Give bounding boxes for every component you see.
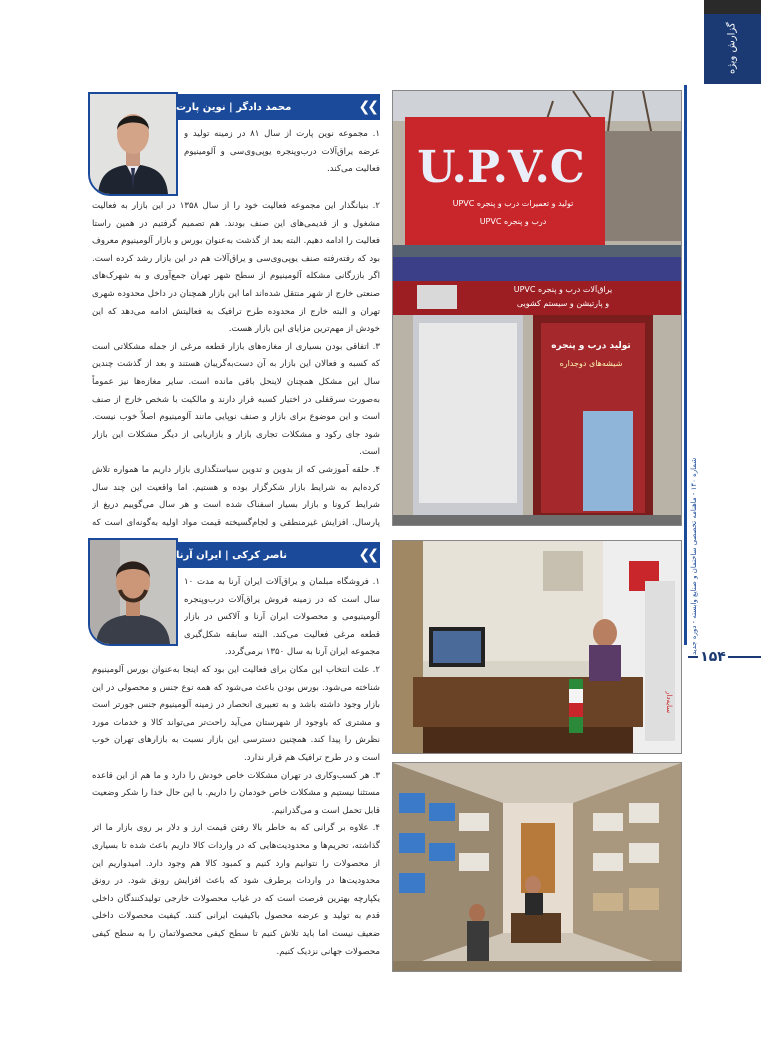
warehouse-image (393, 763, 681, 971)
portrait-2 (88, 538, 178, 646)
article2-paragraph-3: ۳. هر کسب‌وکاری در تهران مشکلات خاص خودش را دارد و ما هم از این قاعده مستثنا نیستیم و مشکلات خاص خودمان را داریم. با این حال خدا را شکر وضعیت قابل تحمل است و می‌گذرانیم. (92, 770, 380, 816)
article1-paragraph-4: ۴. حلقه آموزشی که از بدوین و تدوین سیاستگذاری بازار داریم ما همواره تلاش کرده‌ایم به شرایط بازار شکرگزار بوده و هستیم. اما واقعیت این چند سال شرایط کرونا و بازار بسیار اسفناک شده است و هر سال می‌گوییم دریغ از پارسال. افزایش غیرمنطقی و لجام‌گسیخته قیمت مواد اولیه به‌گونه‌ای است که (92, 464, 380, 528)
vertical-rule (684, 85, 687, 645)
sign-lower-text: درب و پنجره UPVC (479, 217, 547, 226)
portrait-1 (88, 92, 178, 196)
article2-header: ناصر کرکی | ایران آرنا (176, 549, 288, 561)
article1-intro (184, 126, 380, 198)
article1-body (92, 198, 380, 528)
door-text: تولید درب و پنجره (551, 341, 631, 351)
page-number-text: ۱۵۴ (700, 649, 726, 665)
article2-body (92, 662, 380, 966)
portrait-2-image (90, 540, 176, 644)
awning-text: یراق‌آلات درب و پنجره UPVC (513, 285, 613, 294)
warehouse-photo (392, 762, 682, 972)
awning-text-2: و پارتیشن و سیستم کشویی (516, 299, 610, 308)
article2-intro (184, 574, 380, 662)
article1-header-bar (176, 94, 380, 120)
article2-paragraph-1: ۱. فروشگاه مبلمان و یراق‌آلات ایران آرنا به مدت ۱۰ سال است که در زمینه فروش یراق‌آلات درب‌وپنجره آلومینیومی و محصولات ایران آرنا و آلاکس در بازار قطعه مرغی فعالیت می‌کند. البته سابقه شکل‌گیری مجموعه ایران آرنا به سال ۱۳۵۰ برمی‌گردد. (184, 577, 380, 658)
page-number (688, 646, 738, 668)
portrait-1-image (90, 94, 176, 194)
chevron-double-icon-2: ❯❯ (358, 547, 376, 563)
article2-paragraph-2: ۲. علت انتخاب این مکان برای فعالیت این بود که اینجا به‌عنوان بورس آلومینیوم شناخته می‌شود. بورس بودن باعث می‌شود که همه نوع جنس و محصولی در این بازار وجود داشته باشد و به تعبیری انحصار در زمینه آلومینیوم جنس جورتر است و مشتری که باوجود از شهرستان می‌آید راحت‌تر می‌تواند کالا و خدمات مورد نظرش را پیدا کند. همچنین دسترسی این بازار نسبت به بازارهای تهران خوب است و در طرح ترافیک هم قرار ندارد. (92, 665, 380, 763)
door-text-2: شیشه‌های دوجداره (559, 359, 623, 368)
side-caption: شماره ۱۴۰ - ماهنامه تخصصی ساختمان و صنایع وابسته - دوره جدید (690, 457, 698, 655)
chevron-double-icon: ❯❯ (358, 99, 376, 115)
section-tab (704, 0, 761, 84)
article1-header: محمد دادگر | نوین پارت (176, 101, 292, 113)
sign-sub-text: تولید و تعمیرات درب و پنجره UPVC (452, 199, 574, 208)
article1-paragraph-3: ۳. اتفاقی بودن بسیاری از مغازه‌های بازار قطعه مرغی از جمله مشکلاتی است که کسبه و فعالان این بازار به آن دست‌به‌گریبان هستند و بعد از گذشت چندین سال این مشکل همچنان لاینحل باقی مانده است. سایر مغازه‌ها نیز عموماً به‌صورت سرقفلی در اختیار کسبه قرار دارند و مالکیت با شخص خارج از صنف است و این موضوع برای بازار و صنف نوپایی مانند آلومینیوم اصلاً خوب نیست. شود جای رکود و مشکلات تجاری بازار و بازاریابی از دیگر مشکلات این بازار است. (92, 341, 380, 458)
article2-header-bar (176, 542, 380, 568)
section-title: گزارش ویژه (726, 22, 738, 74)
article1-paragraph-1: ۱. مجموعه نوین پارت از سال ۸۱ در زمینه تولید و عرضه یراق‌آلات درب‌وپنجره یوپی‌وی‌سی و آلومینیوم فعالیت می‌کند. (184, 129, 380, 175)
article2-paragraph-4: ۴. علاوه بر گرانی که به خاطر بالا رفتن قیمت ارز و دلار بر روی بازار ما اثر گذاشته، تحریم‌ها و محدودیت‌هایی که در واردات کالا داریم باعث شده تا بسیاری از محصولات را نتوانیم وارد کنیم و کمبود کالا هم وجود دارد. امیدواریم این محدودیت‌ها در واردات برطرف شود که باعث افزایش رونق شود. در رونق یکپارچه بهترین فرصت است که در غیاب محصولات خارجی تولیدکنندگان داخلی قدم به تولید و عرضه محصول باکیفیت ایرانی کنند. کیفیت محصولات داخلی ضعیف نیست اما باید تلاش کنیم تا سطح کیفی محصولاتمان را به سطح کیفی محصولات جهانی نزدیک کنیم. (92, 823, 380, 957)
office-photo (392, 540, 682, 754)
article1-paragraph-2: ۲. بنیانگذار این مجموعه فعالیت خود را از سال ۱۳۵۸ در این بازار به فعالیت مشغول و از قدیمی‌های این صنف بودند. هم تصمیم گرفتیم در همین راستا فعالیت را ادامه دهیم. البته بعد از گذشت به‌عنوان بورس و بازار آلومینیوم معروف بود که رفته‌رفته صنف یوپی‌وی‌سی و یراق‌آلات هم در این بازار رشد کرده است. اگر بازرگانی مشکله آلومینیوم از سطح شهر تهران جمع‌آوری و به شهرک‌های صنعتی خارج از شهر منتقل شده‌اند اما این بازار همچنان در داخل محدوده شهری تهران و البته خارج از محدوده طرح ترافیک به فعالیتش ادامه می‌دهد که این خودش از مهم‌ترین مزایای این بازار هست. (92, 201, 380, 335)
storefront-photo (392, 90, 682, 526)
office-image (393, 541, 681, 753)
section-tab-cap (704, 0, 761, 14)
sign-main-text: U.P.V.C (417, 142, 585, 193)
office-banner-text: سایه‌دار (665, 691, 673, 714)
